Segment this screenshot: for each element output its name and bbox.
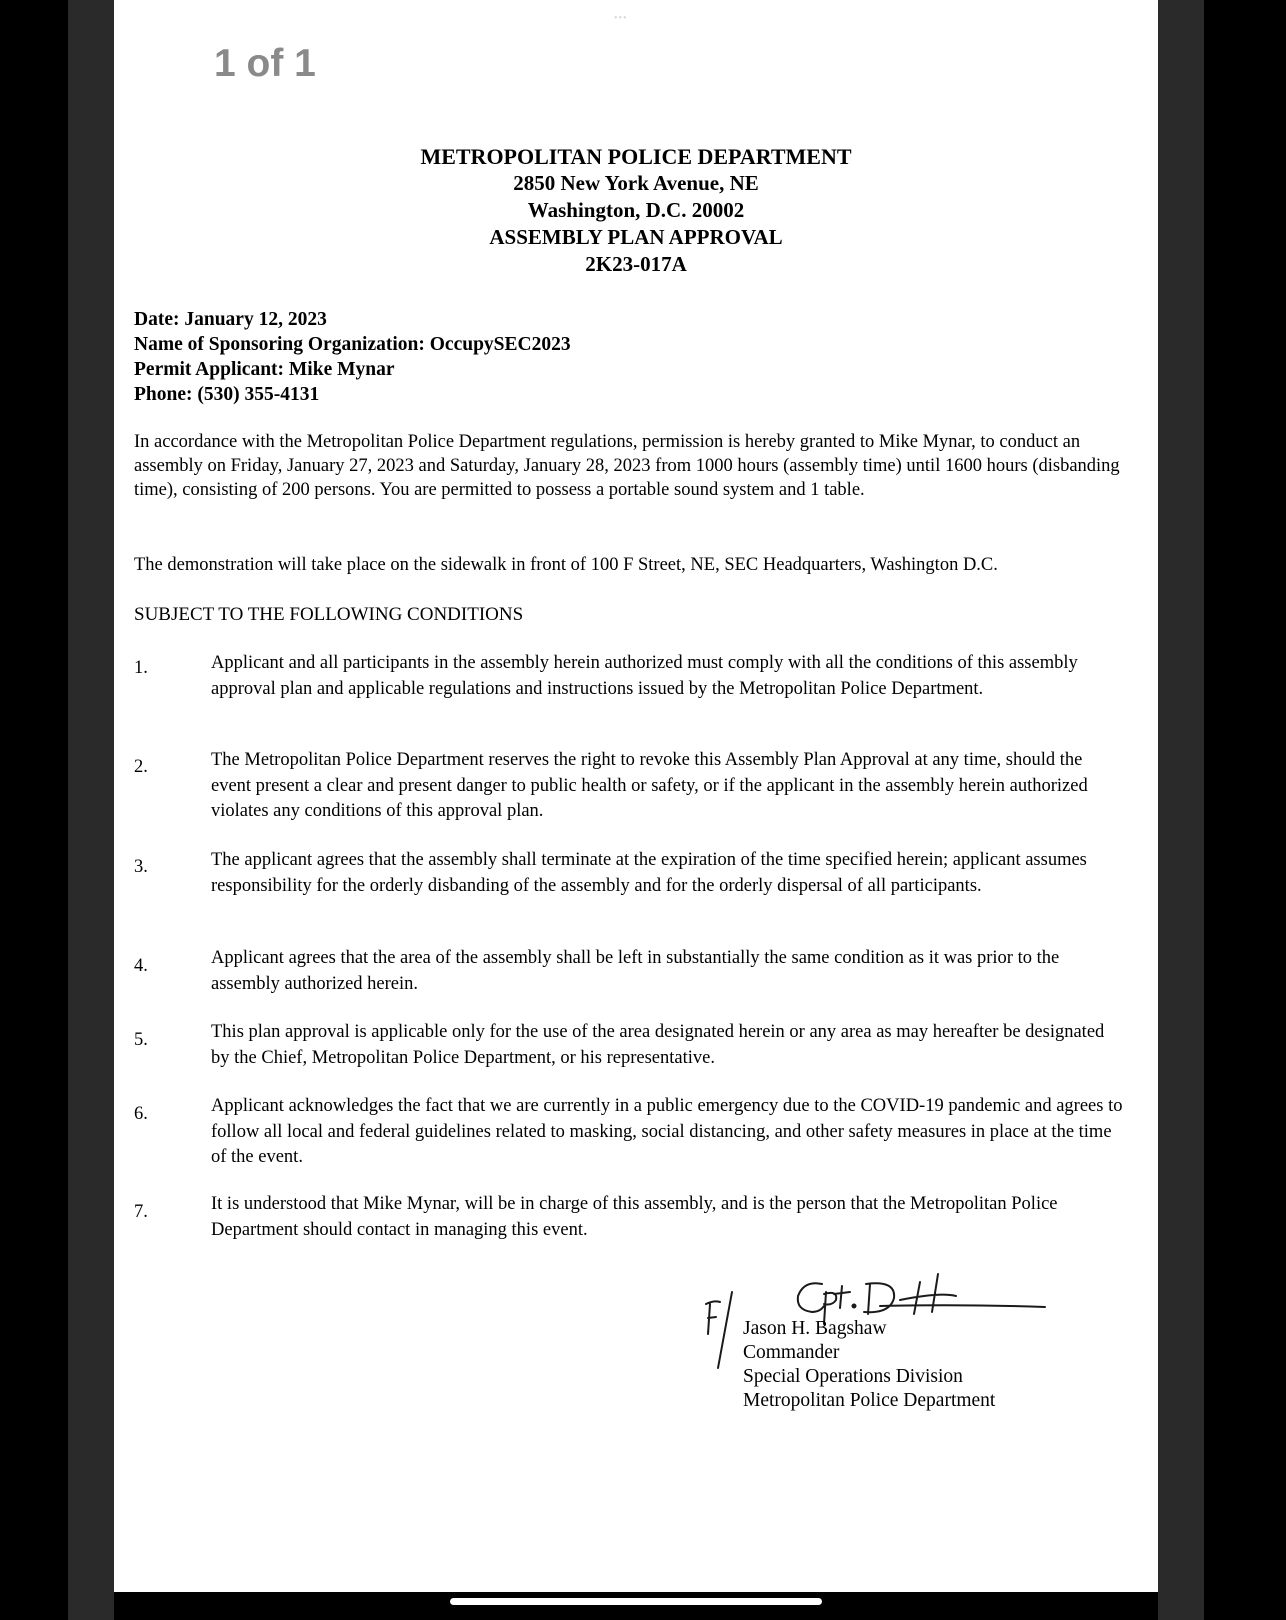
permission-paragraph: In accordance with the Metropolitan Police Department regulations, permission is hereby granted to Mike Mynar, to conduct an assembly on Friday, January 27, 2023 and Saturday, January 28, 2023 from 1000 hours (assembly time) until 1600 hours (disbanding time), consisting of 200 persons. You are permitted to possess a portable sound system and 1 table. — [134, 432, 1120, 500]
applicant-phone: Phone: (530) 355-4131 — [134, 384, 320, 405]
department-city: Washington, D.C. 20002 — [527, 198, 745, 222]
condition-text: Applicant and all participants in the assembly herein authorized must comply with all the conditions of this assembly approval plan and applicable regulations and instructions issued by the Metropolitan Police Department. — [211, 653, 1078, 699]
condition-number: 1. — [134, 658, 148, 678]
signer-title: Commander — [743, 1342, 840, 1363]
condition-text: It is understood that Mike Mynar, will be in charge of this assembly, and is the person that the Metropolitan Police Department should contact in managing this event. — [211, 1194, 1058, 1240]
signature-block — [743, 1317, 995, 1413]
condition-text: This plan approval is applicable only for the use of the area designated herein or any area as may hereafter be designated by the Chief, Metropolitan Police Department, or his representative. — [211, 1022, 1105, 1068]
condition-number: 5. — [134, 1030, 148, 1050]
condition-number: 2. — [134, 757, 148, 777]
viewer-top-dots: ••• — [614, 13, 628, 24]
condition-text: The Metropolitan Police Department reserves the right to revoke this Assembly Plan Approval at any time, should the event present a clear and present danger to public health or safety, or if the applicant in the assembly herein authorized violates any conditions of this approval plan. — [211, 750, 1088, 821]
condition-text: Applicant acknowledges the fact that we are currently in a public emergency due to the COVID-19 pandemic and agrees to follow all local and federal guidelines related to masking, social distancing, and other safety measures in place at the time of the event. — [211, 1096, 1123, 1167]
signer-name: Jason H. Bagshaw — [743, 1318, 887, 1339]
signer-department: Metropolitan Police Department — [743, 1390, 996, 1411]
condition-text: The applicant agrees that the assembly shall terminate at the expiration of the time specified herein; applicant assumes responsibility for the orderly disbanding of the assembly and for the orderly dispersal of all participants. — [211, 850, 1087, 896]
condition-number: 3. — [134, 857, 148, 877]
location-paragraph: The demonstration will take place on the sidewalk in front of 100 F Street, NE, SEC Headquarters, Washington D.C. — [134, 555, 998, 575]
viewer-frame-left — [68, 0, 114, 1620]
document-header — [114, 143, 1158, 278]
department-address: 2850 New York Avenue, NE — [513, 171, 759, 195]
conditions-heading: SUBJECT TO THE FOLLOWING CONDITIONS — [134, 604, 524, 625]
department-name: METROPOLITAN POLICE DEPARTMENT — [420, 144, 852, 169]
condition-text: Applicant agrees that the area of the assembly shall be left in substantially the same condition as it was prior to the assembly authorized herein. — [211, 948, 1060, 994]
viewer-frame-right — [1158, 0, 1204, 1620]
sponsoring-organization: Name of Sponsoring Organization: OccupySEC2023 — [134, 334, 571, 355]
permit-date: Date: January 12, 2023 — [134, 309, 327, 330]
document-title: ASSEMBLY PLAN APPROVAL — [489, 225, 783, 249]
permit-applicant: Permit Applicant: Mike Mynar — [134, 359, 395, 380]
permit-meta — [134, 307, 571, 407]
condition-number: 4. — [134, 956, 148, 976]
home-indicator-bar[interactable] — [450, 1598, 822, 1605]
condition-number: 6. — [134, 1104, 148, 1124]
condition-number: 7. — [134, 1202, 148, 1222]
signer-division: Special Operations Division — [743, 1366, 963, 1387]
document-number: 2K23-017A — [585, 252, 687, 276]
page-indicator: 1 of 1 — [214, 42, 316, 85]
